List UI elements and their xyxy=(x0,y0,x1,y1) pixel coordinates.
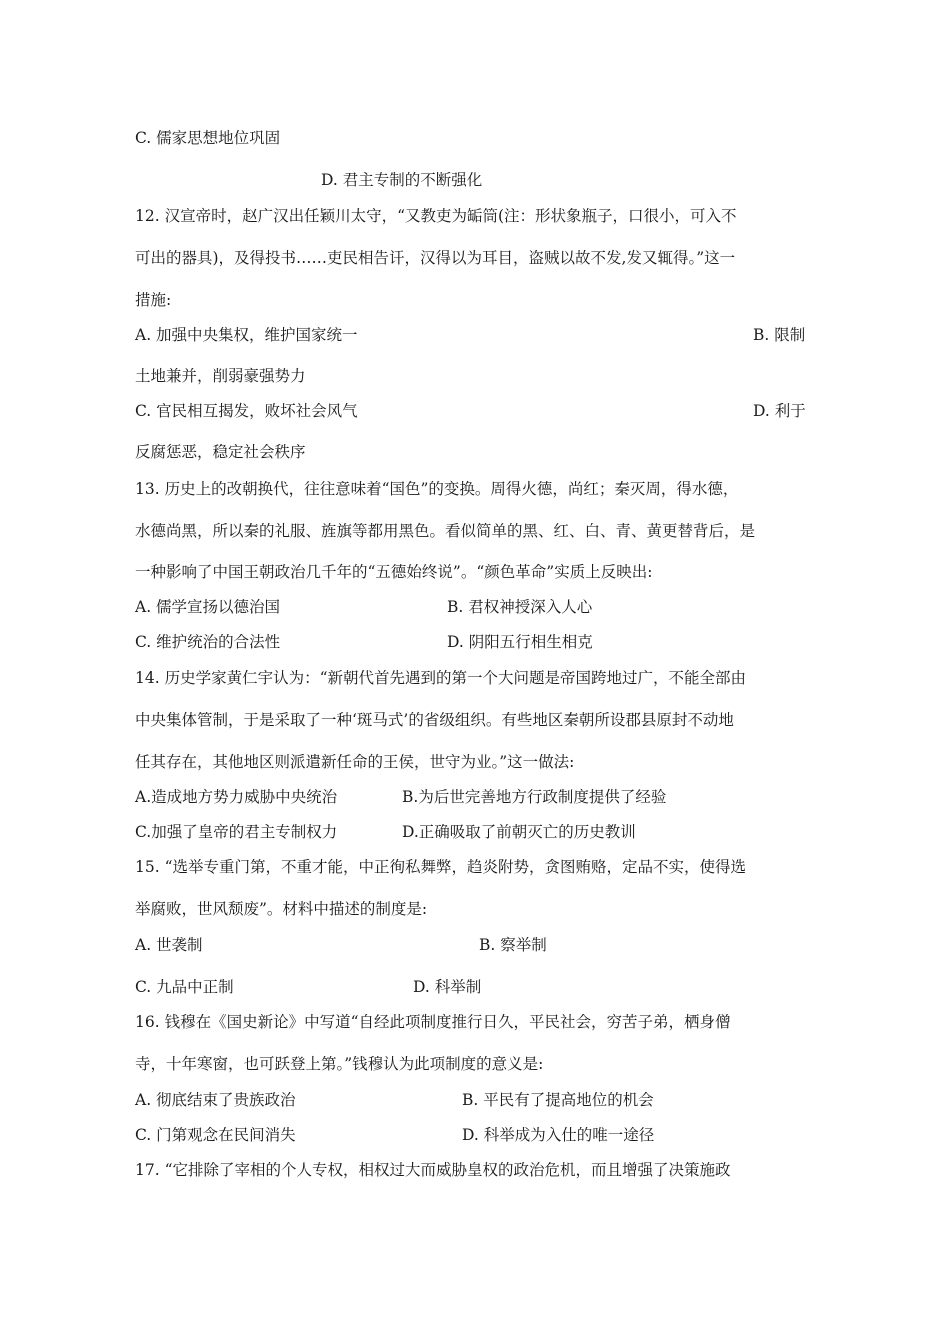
question-12-text: 可出的器具)，及得投书……吏民相告讦，汉得以为耳目，盗贼以故不发,发又辄得。”这一 xyxy=(135,249,736,267)
option-15-c: C. 九品中正制 xyxy=(135,978,234,996)
question-16-text: 寺，十年寒窗，也可跃登上第。”钱穆认为此项制度的意义是: xyxy=(135,1055,544,1073)
option-12-d: D. 利于 xyxy=(753,402,806,420)
option-15-a: A. 世袭制 xyxy=(135,936,203,954)
option-14-d: D.正确吸取了前朝灭亡的历史教训 xyxy=(402,823,636,841)
question-13-text: 水德尚黑，所以秦的礼服、旌旗等都用黑色。看似简单的黑、红、白、青、黄更替背后，是 xyxy=(135,522,756,540)
question-12-text: 12. 汉宣帝时，赵广汉出任颖川太守，“又教吏为缿筒(注：形状象瓶子，口很小，可入不 xyxy=(135,207,737,225)
option-14-c: C.加强了皇帝的君主专制权力 xyxy=(135,823,338,841)
option-12-d-cont: 反腐惩恶，稳定社会秩序 xyxy=(135,443,306,461)
option-12-c: C. 官民相互揭发，败坏社会风气 xyxy=(135,402,358,420)
option-16-d: D. 科举成为入仕的唯一途径 xyxy=(462,1126,655,1144)
option-16-b: B. 平民有了提高地位的机会 xyxy=(462,1091,654,1109)
question-15-text: 15. “选举专重门第，不重才能，中正徇私舞弊，趋炎附势，贪图贿赂，定品不实，使得选 xyxy=(135,858,747,876)
option-13-b: B. 君权神授深入人心 xyxy=(447,598,593,616)
option-12-b: B. 限制 xyxy=(753,326,806,344)
option-13-d: D. 阴阳五行相生相克 xyxy=(447,633,593,651)
option-15-b: B. 察举制 xyxy=(479,936,547,954)
question-14-text: 任其存在，其他地区则派遣新任命的王侯，世守为业。”这一做法: xyxy=(135,753,575,771)
option-15-d: D. 科举制 xyxy=(413,978,482,996)
question-12-text: 措施: xyxy=(135,291,172,309)
option-12-a: A. 加强中央集权，维护国家统一 xyxy=(135,326,358,344)
option-16-a: A. 彻底结束了贵族政治 xyxy=(135,1091,296,1109)
option-14-a: A.造成地方势力威胁中央统治 xyxy=(135,788,338,806)
question-15-text: 举腐败，世风颓废”。材料中描述的制度是: xyxy=(135,900,428,918)
option-14-b: B.为后世完善地方行政制度提供了经验 xyxy=(402,788,667,806)
question-13-text: 13. 历史上的改朝换代，往往意味着“国色”的变换。周得火德，尚红；秦灭周，得水德， xyxy=(135,480,739,498)
question-16-text: 16. 钱穆在《国史新论》中写道“自经此项制度推行日久，平民社会，穷苦子弟，栖身僧 xyxy=(135,1013,731,1031)
question-14-text: 14. 历史学家黄仁宇认为：“新朝代首先遇到的第一个大问题是帝国跨地过广，不能全部由 xyxy=(135,669,747,687)
option-13-a: A. 儒学宣扬以德治国 xyxy=(135,598,281,616)
question-17-text: 17. “它排除了宰相的个人专权，相权过大而威胁皇权的政治危机，而且增强了决策施政 xyxy=(135,1161,731,1179)
option-13-c: C. 维护统治的合法性 xyxy=(135,633,281,651)
option-12-b-cont: 土地兼并，削弱豪强势力 xyxy=(135,367,306,385)
option-11-c: C. 儒家思想地位巩固 xyxy=(135,129,281,147)
option-16-c: C. 门第观念在民间消失 xyxy=(135,1126,296,1144)
question-14-text: 中央集体管制，于是采取了一种‘斑马式’的省级组织。有些地区秦朝所设郡县原封不动地 xyxy=(135,711,734,729)
question-13-text: 一种影响了中国王朝政治几千年的“五德始终说”。“颜色革命”实质上反映出: xyxy=(135,563,653,581)
option-11-d: D. 君主专制的不断强化 xyxy=(321,171,483,189)
